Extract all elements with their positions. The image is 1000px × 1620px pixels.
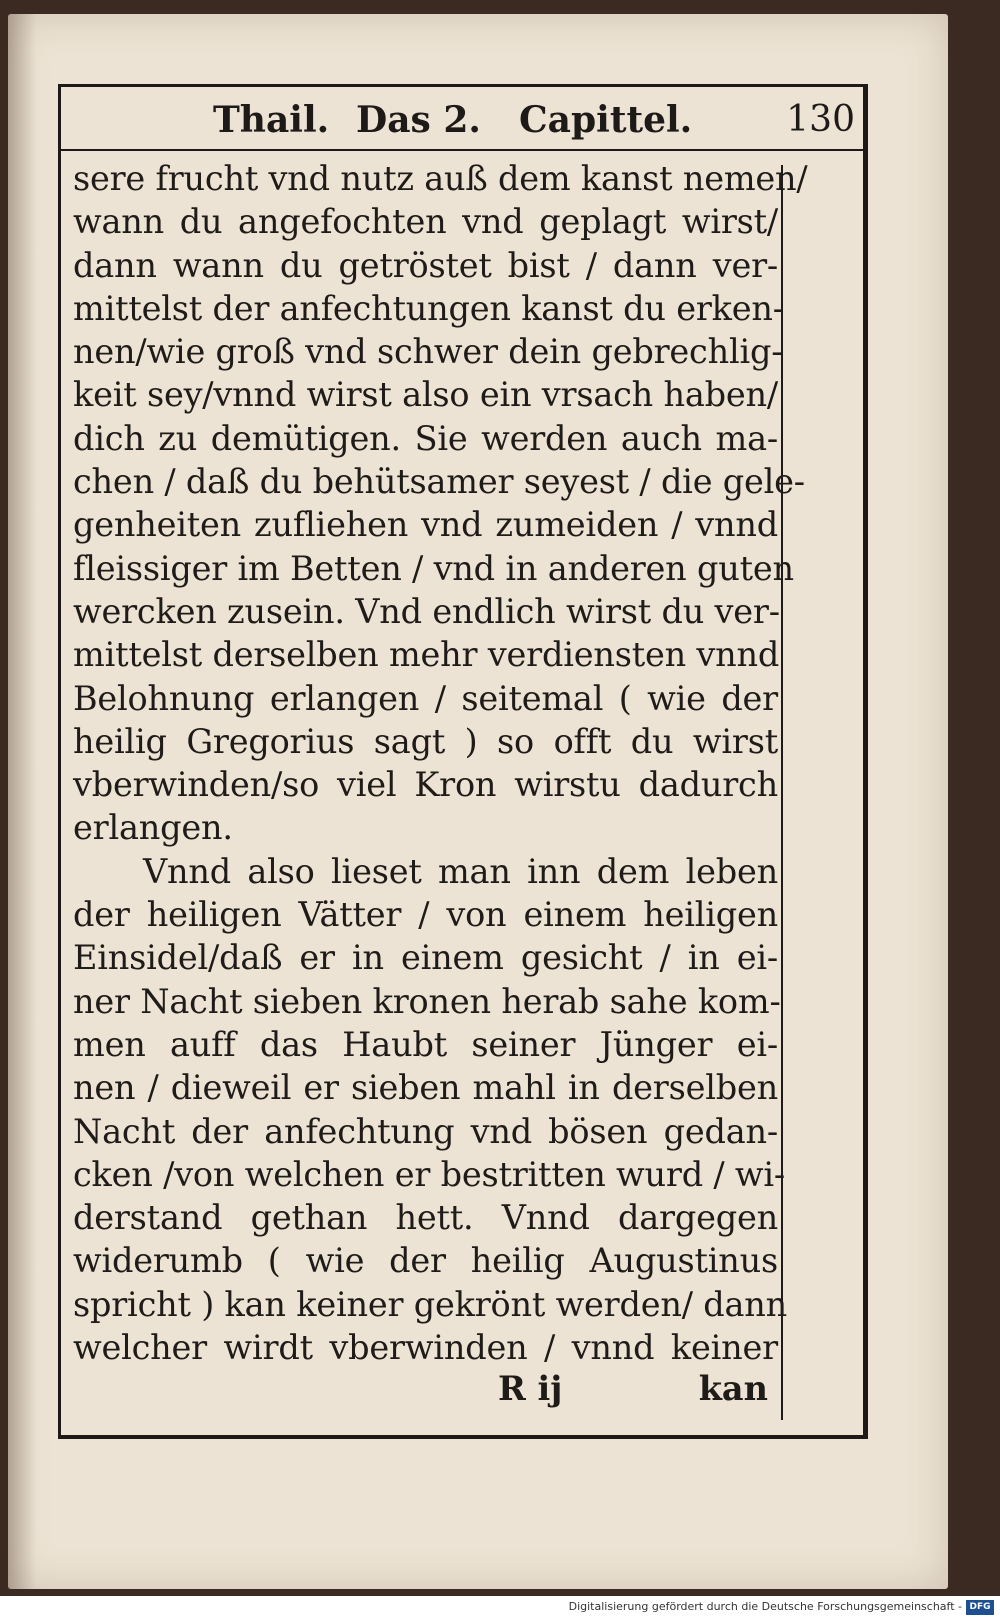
text-line: der heiligen Vätter / von einem heiligen <box>73 895 778 935</box>
text-line: Nacht der anfechtung vnd bösen gedan- <box>73 1111 778 1151</box>
text-line: mittelst der anfechtungen kanst du erken- <box>73 288 784 328</box>
text-line: sere frucht vnd nutz auß dem kanst nemen/ <box>73 159 808 198</box>
catchline <box>73 1367 778 1413</box>
text-frame <box>58 84 868 1439</box>
text-line: Einsidel/daß er in einem gesicht / in ei- <box>73 938 778 978</box>
funding-credit: Digitalisierung gefördert durch die Deutsche Forschungsgemeinschaft - <box>568 1600 962 1613</box>
spine-shadow <box>8 14 36 1589</box>
header-capittel-word: Capittel. <box>519 99 693 141</box>
text-line: wann du angefochten vnd geplagt wirst/ <box>73 202 778 242</box>
body-text <box>73 157 808 1369</box>
text-line: men auff das Haubt seiner Jünger ei- <box>73 1024 778 1064</box>
text-line: vberwinden/so viel Kron wirstu dadurch <box>73 765 778 805</box>
running-header <box>61 91 863 149</box>
header-rule <box>61 149 863 151</box>
text-line: fleissiger im Betten / vnd in anderen guten <box>73 548 794 588</box>
text-line: nen/wie groß vnd schwer dein gebrechlig- <box>73 332 783 372</box>
text-line: keit sey/vnnd wirst also ein vrsach haben/ <box>73 375 778 415</box>
text-line: welcher wirdt vberwinden / vnnd keiner <box>73 1328 778 1368</box>
text-line: cken /von welchen er bestritten wurd / wi- <box>73 1154 786 1194</box>
text-line: nen / dieweil er sieben mahl in derselben <box>73 1068 778 1108</box>
text-line: derstand gethan hett. Vnnd dargegen <box>73 1198 778 1238</box>
page-number: 130 <box>786 99 855 140</box>
text-line: dann wann du getröstet bist / dann ver- <box>73 245 778 285</box>
dfg-logo: DFG <box>966 1600 994 1615</box>
text-line-paragraph-start: Vnnd also lieset man inn dem leben <box>143 851 778 891</box>
text-line: ner Nacht sieben kronen herab sahe kom- <box>73 981 781 1021</box>
signature-mark: R ij <box>498 1369 563 1408</box>
text-line: heilig Gregorius sagt ) so offt du wirst <box>73 721 778 761</box>
book-page <box>8 14 948 1589</box>
catchword: kan <box>698 1369 768 1408</box>
text-line: genheiten zufliehen vnd zumeiden / vnnd <box>73 505 778 545</box>
text-line: mittelst derselben mehr verdiensten vnnd <box>73 635 780 675</box>
text-line: spricht ) kan keiner gekrönt werden/ dann <box>73 1284 788 1324</box>
text-line: Belohnung erlangen / seitemal ( wie der <box>73 678 778 718</box>
footer-bar <box>0 1596 1000 1620</box>
text-line: wercken zusein. Vnd endlich wirst du ver- <box>73 591 780 631</box>
text-line: erlangen. <box>73 808 233 848</box>
header-part-word: Thail. <box>213 99 330 141</box>
text-line: chen / daß du behütsamer seyest / die gele- <box>73 462 805 502</box>
text-line: widerumb ( wie der heilig Augustinus <box>73 1241 778 1281</box>
text-line: dich zu demütigen. Sie werden auch ma- <box>73 418 778 458</box>
header-chapter-word: Das 2. <box>356 99 481 141</box>
